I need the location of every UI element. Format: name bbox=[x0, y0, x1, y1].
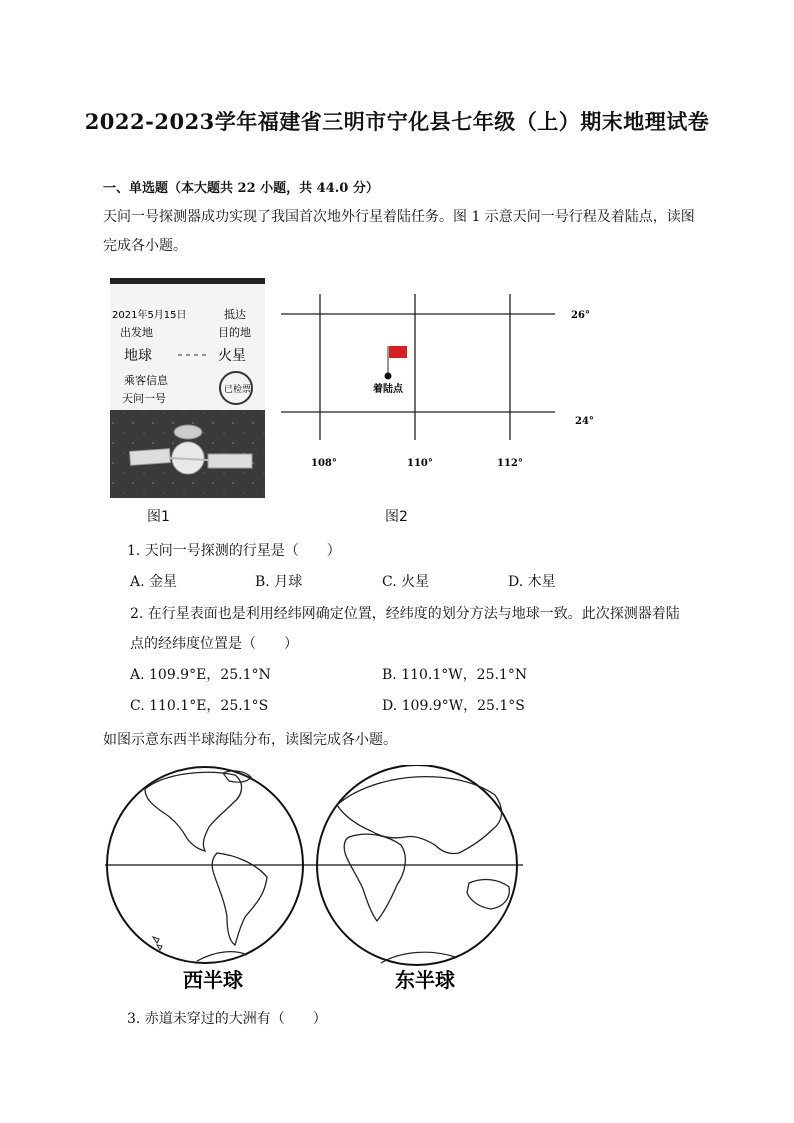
question-2-option-b: B. 110.1°W，25.1°N bbox=[382, 667, 528, 683]
lon-label-108: 108° bbox=[311, 458, 337, 469]
question-2-option-c: C. 110.1°E，25.1°S bbox=[130, 698, 269, 714]
lon-label-110: 110° bbox=[407, 458, 433, 469]
question-1-option-b: B. 月球 bbox=[255, 574, 303, 590]
question-2-stem-line-1: 2. 在行星表面也是利用经纬网确定位置，经纬度的划分方法与地球一致。此次探测器着陆 bbox=[130, 606, 680, 622]
section-heading: 一、单选题（本大题共 22 小题，共 44.0 分） bbox=[103, 181, 379, 196]
question-2-option-a: A. 109.9°E，25.1°N bbox=[130, 667, 271, 683]
intro-line-1: 天问一号探测器成功实现了我国首次地外行星着陆任务。图 1 示意天问一号行程及着陆点，读图 bbox=[103, 209, 695, 225]
figure-2-caption: 图2 bbox=[385, 509, 408, 525]
ticket-from-label: 出发地 bbox=[120, 326, 153, 339]
question-1-option-a: A. 金星 bbox=[130, 574, 178, 590]
lon-label-112: 112° bbox=[497, 458, 523, 469]
western-hemisphere-label: 西半球 bbox=[183, 968, 243, 992]
landing-label: 着陆点 bbox=[373, 384, 403, 395]
figure-2-grid bbox=[275, 290, 615, 480]
question-2-stem-line-2: 点的经纬度位置是（ ） bbox=[130, 636, 298, 652]
eastern-hemisphere-label: 东半球 bbox=[395, 968, 455, 992]
intro-paragraph-1 bbox=[103, 203, 703, 261]
hemispheres-map bbox=[105, 765, 525, 995]
intro-paragraph-2: 如图示意东西半球海陆分布，读图完成各小题。 bbox=[103, 732, 397, 748]
page-title: 2022-2023学年福建省三明市宁化县七年级（上）期末地理试卷 bbox=[84, 109, 710, 134]
flag-icon bbox=[389, 346, 407, 358]
question-3-stem: 3. 赤道未穿过的大洲有（ ） bbox=[127, 1011, 327, 1027]
ticket-to: 火星 bbox=[218, 348, 246, 364]
ticket-to-label: 抵达 bbox=[224, 308, 246, 321]
ticket-stamp: 已检票 bbox=[224, 385, 252, 395]
solar-panel-right bbox=[208, 454, 252, 468]
figure-1-ticket bbox=[110, 278, 265, 498]
ticket-from: 地球 bbox=[124, 348, 152, 364]
intro-line-2: 完成各小题。 bbox=[103, 238, 187, 254]
ticket-passenger-label: 乘客信息 bbox=[124, 374, 168, 387]
probe-antenna bbox=[174, 425, 202, 439]
ticket-to-label-2: 目的地 bbox=[218, 326, 251, 339]
question-2-option-d: D. 109.9°W，25.1°S bbox=[382, 698, 525, 714]
lat-label-26: 26° bbox=[571, 310, 590, 321]
ticket-passenger: 天问一号 bbox=[122, 392, 166, 405]
landing-point-marker bbox=[385, 373, 392, 380]
question-1-option-c: C. 火星 bbox=[382, 574, 430, 590]
solar-panel-left bbox=[130, 449, 171, 466]
lat-label-24: 24° bbox=[575, 416, 594, 427]
ticket-date: 2021年5月15日 bbox=[112, 310, 187, 321]
figure-1-caption: 图1 bbox=[147, 509, 170, 525]
question-1-option-d: D. 木星 bbox=[508, 574, 556, 590]
question-1-stem: 1. 天问一号探测的行星是（ ） bbox=[127, 543, 341, 559]
